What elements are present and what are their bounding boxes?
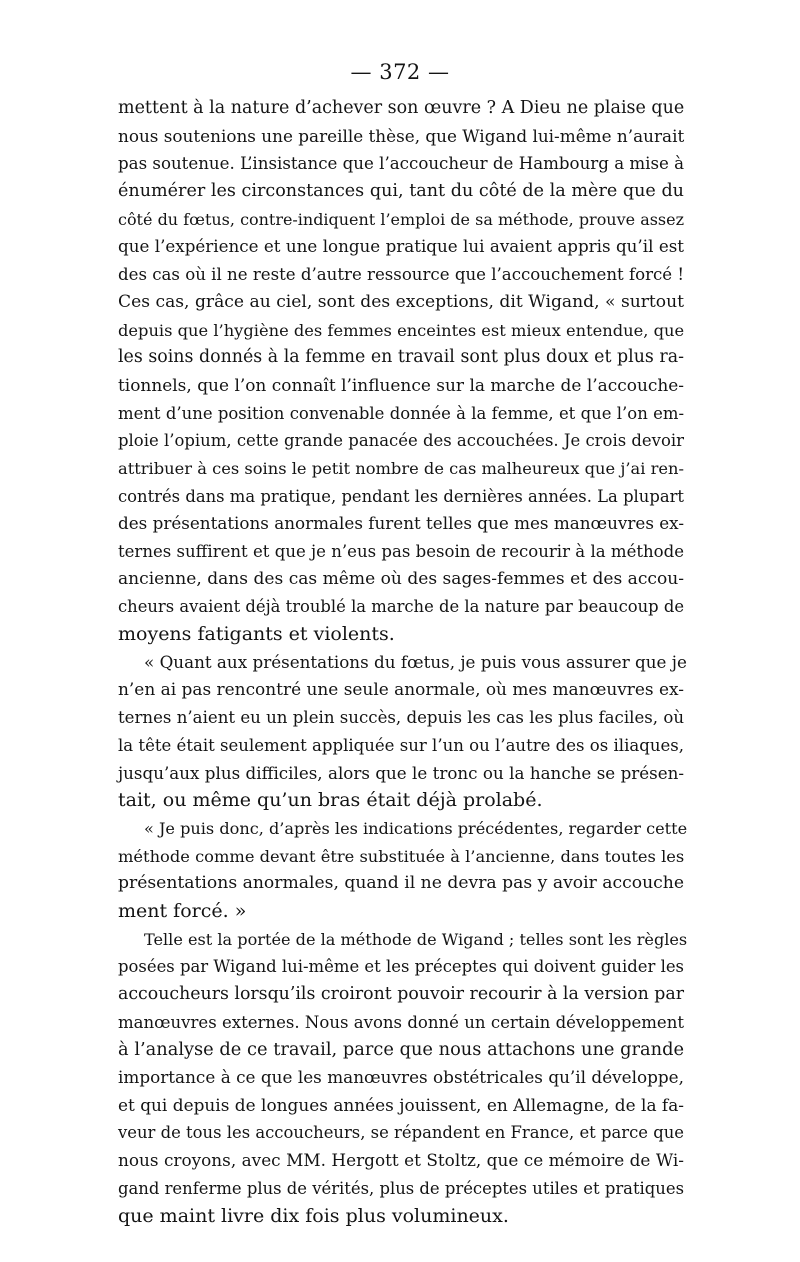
text-line: accoucheurs lorsqu’ils croiront pouvoir recourir à la version par <box>118 984 684 1004</box>
text-line: énumérer les circonstances qui, tant du côté de la mère que du <box>118 181 684 202</box>
text-line: posées par Wigand lui-même et les préceptes qui doivent guider les <box>118 957 684 977</box>
text-line: tait, ou même qu’un bras était déjà prolabé. <box>118 789 543 812</box>
text-line: que l’expérience et une longue pratique lui avaient appris qu’il est <box>118 236 684 257</box>
text-line: « Quant aux présentations du fœtus, je puis vous assurer que je <box>144 651 687 672</box>
text-line: ploie l’opium, cette grande panacée des accouchées. Je crois devoir <box>118 431 684 451</box>
text-line: méthode comme devant être substituée à l’ancienne, dans toutes les <box>118 846 685 866</box>
text-line: tionnels, que l’on connaît l’influence sur la marche de l’accouche- <box>118 374 684 395</box>
text-line: ment forcé. » <box>118 899 247 922</box>
text-line: et qui depuis de longues années jouissent, en Allemagne, de la fa- <box>118 1094 684 1115</box>
text-line: moyens fatigants et violents. <box>118 623 395 646</box>
text-line: ternes suffirent et que je n’eus pas besoin de recourir à la méthode <box>118 542 684 561</box>
text-line: importance à ce que les manœuvres obstétricales qu’il développe, <box>118 1067 684 1088</box>
text-line: la tête était seulement appliquée sur l’un ou l’autre des os iliaques, <box>118 735 684 755</box>
text-line: jusqu’aux plus difficiles, alors que le tronc ou la hanche se présen- <box>118 762 684 783</box>
text-line: « Je puis donc, d’après les indications précédentes, regarder cette <box>144 818 688 838</box>
text-line: que maint livre dix fois plus volumineux. <box>118 1204 509 1227</box>
text-line: n’en ai pas rencontré une seule anormale, où mes manœuvres ex- <box>118 679 684 700</box>
body-text <box>118 95 688 1230</box>
text-line: ancienne, dans des cas même où des sages-femmes et des accou- <box>118 568 684 589</box>
text-line: nous soutenions une pareille thèse, que Wigand lui-même n’aurait <box>118 125 685 146</box>
text-line: ment d’une position convenable donnée à la femme, et que l’on em- <box>118 403 684 423</box>
text-line: contrés dans ma pratique, pendant les dernières années. La plupart <box>118 486 684 506</box>
text-line: pas soutenue. L’insistance que l’accoucheur de Hambourg a mise à <box>118 154 685 174</box>
page-number: — 372 — <box>350 60 450 84</box>
text-line: cheurs avaient déjà troublé la marche de la nature par beaucoup de <box>118 597 684 617</box>
text-line: depuis que l’hygiène des femmes enceintes est mieux entendue, que <box>118 320 685 340</box>
text-line: des cas où il ne reste d’autre ressource que l’accouchement forcé ! <box>118 265 685 285</box>
text-line: gand renferme plus de vérités, plus de préceptes utiles et pratiques <box>118 1178 684 1198</box>
text-line: côté du fœtus, contre-indiquent l’emploi de sa méthode, prouve assez <box>118 209 684 229</box>
text-line: manœuvres externes. Nous avons donné un certain développement <box>118 1012 684 1032</box>
text-line: attribuer à ces soins le petit nombre de cas malheureux que j’ai ren- <box>118 458 684 478</box>
text-line: les soins donnés à la femme en travail sont plus doux et plus ra- <box>118 347 684 368</box>
text-line: Ces cas, grâce au ciel, sont des exceptions, dit Wigand, « surtout <box>118 291 684 312</box>
text-line: veur de tous les accoucheurs, se répandent en France, et parce que <box>118 1123 684 1143</box>
text-line: des présentations anormales furent telles que mes manœuvres ex- <box>118 513 684 534</box>
text-line: présentations anormales, quand il ne devra pas y avoir accouche <box>118 873 684 894</box>
text-line: Telle est la portée de la méthode de Wigand ; telles sont les règles <box>144 929 688 949</box>
text-line: à l’analyse de ce travail, parce que nous attachons une grande <box>118 1039 684 1061</box>
text-line: nous croyons, avec MM. Hergott et Stoltz, que ce mémoire de Wi- <box>118 1150 684 1171</box>
text-line: mettent à la nature d’achever son œuvre ? A Dieu ne plaise que <box>118 98 685 118</box>
text-line: ternes n’aient eu un plein succès, depuis les cas les plus faciles, où <box>118 708 685 728</box>
